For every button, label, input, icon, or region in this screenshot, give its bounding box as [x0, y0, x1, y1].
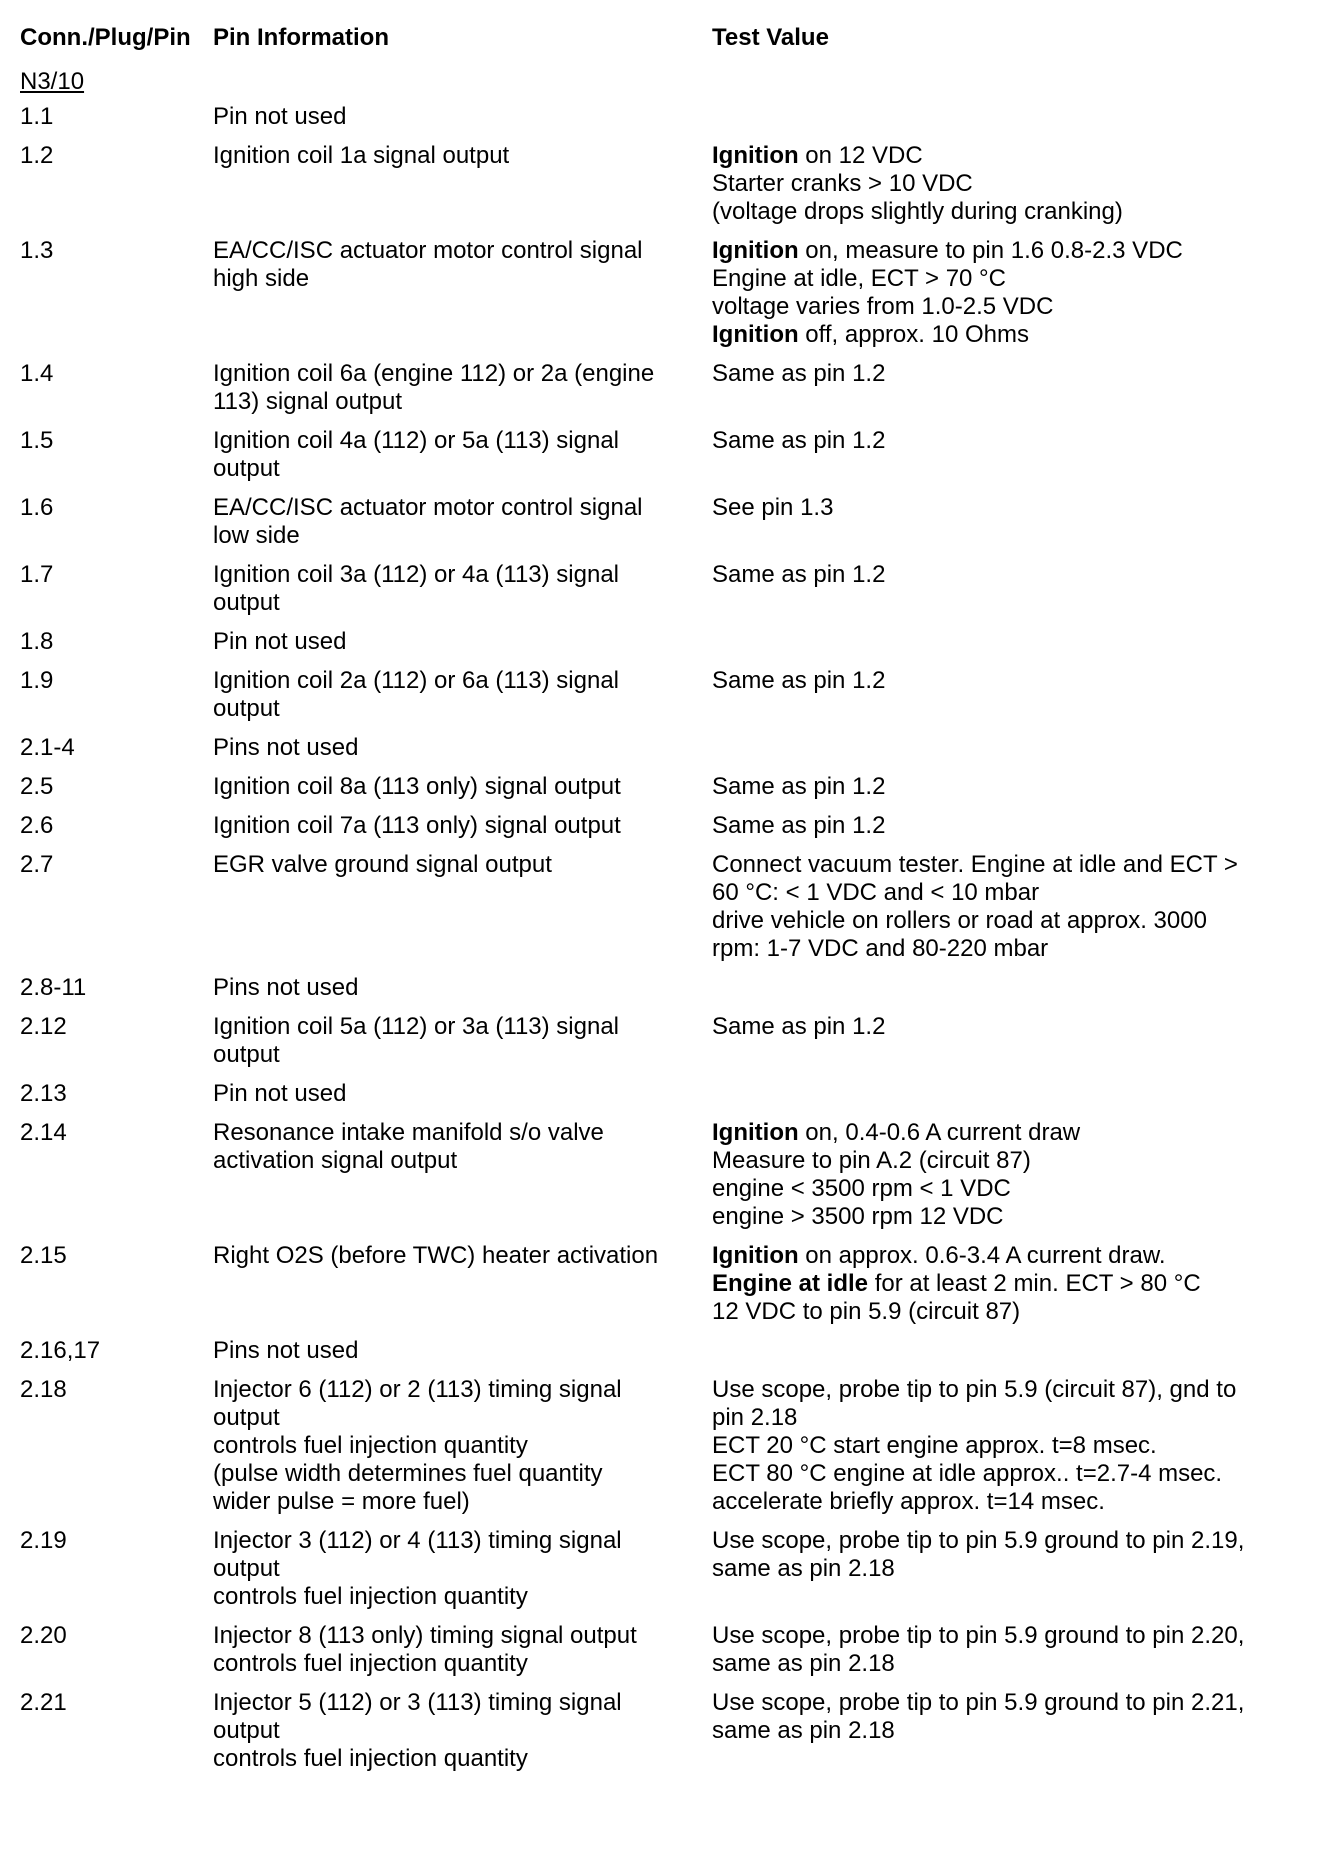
table-row: [0, 1013, 1328, 1069]
section-label: N3/10: [20, 68, 85, 95]
test-value-text: on approx. 0.6-3.4 A current draw.: [798, 1242, 1166, 1269]
pin-information: Ignition coil 8a (113 only) signal output: [213, 773, 621, 800]
test-value: [712, 812, 1312, 840]
table-row: [0, 103, 1328, 131]
test-value-text: 12 VDC to pin 5.9 (circuit 87): [712, 1298, 1021, 1325]
test-value-text: on, measure to pin 1.6 0.8-2.3 VDC: [798, 237, 1183, 264]
test-value-text: off, approx. 10 Ohms: [798, 321, 1029, 348]
test-value: [712, 360, 1312, 388]
pin-number: 1.6: [20, 494, 54, 521]
test-value-line: [712, 198, 1312, 226]
test-value: [712, 773, 1312, 801]
pin-information: Ignition coil 6a (engine 112) or 2a (engine 113) signal output: [213, 360, 655, 415]
test-value-text: Same as pin 1.2: [712, 812, 886, 839]
test-value-line: [712, 1527, 1312, 1555]
test-value-line: [712, 494, 1312, 522]
test-value-text: Starter cranks > 10 VDC: [712, 170, 973, 197]
test-value-line: [712, 1147, 1312, 1175]
test-value-text: accelerate briefly approx. t=14 msec.: [712, 1488, 1105, 1515]
test-value-line: [712, 265, 1312, 293]
test-value-line: [712, 879, 1312, 907]
test-value-line: [712, 1488, 1312, 1516]
table-row: [0, 628, 1328, 656]
test-value-line: [712, 667, 1312, 695]
test-value-emphasis: Ignition: [712, 1242, 799, 1269]
pin-information: Resonance intake manifold s/o valve activation signal output: [213, 1119, 604, 1174]
table-row: [0, 1080, 1328, 1108]
pin-information: Right O2S (before TWC) heater activation: [213, 1242, 659, 1269]
test-value: [712, 1689, 1312, 1745]
test-value: [712, 851, 1312, 963]
test-value-line: [712, 1376, 1312, 1404]
test-value-line: [712, 170, 1312, 198]
test-value-text: Same as pin 1.2: [712, 773, 886, 800]
test-value-line: [712, 1432, 1312, 1460]
test-value-text: ECT 20 °C start engine approx. t=8 msec.: [712, 1432, 1157, 1459]
test-value-line: [712, 321, 1312, 349]
pin-information: Pins not used: [213, 734, 359, 761]
test-value-text: Measure to pin A.2 (circuit 87): [712, 1147, 1031, 1174]
table-row: [0, 1119, 1328, 1231]
pin-number: 2.20: [20, 1622, 67, 1649]
table-row: [0, 360, 1328, 416]
pin-information: Ignition coil 3a (112) or 4a (113) signal output: [213, 561, 620, 616]
test-value-text: drive vehicle on rollers or road at approx. 3000: [712, 907, 1207, 934]
test-value-emphasis: Ignition: [712, 142, 799, 169]
pin-number: 2.21: [20, 1689, 67, 1716]
test-value-line: [712, 1013, 1312, 1041]
pin-information: Pin not used: [213, 628, 347, 655]
pin-information: Ignition coil 5a (112) or 3a (113) signal output: [213, 1013, 620, 1068]
table-row: [0, 1337, 1328, 1365]
test-value-line: [712, 293, 1312, 321]
test-value: [712, 1119, 1312, 1231]
test-value-text: Same as pin 1.2: [712, 561, 886, 588]
test-value-text: engine < 3500 rpm < 1 VDC: [712, 1175, 1011, 1202]
pin-number: 1.1: [20, 103, 54, 130]
test-value-text: same as pin 2.18: [712, 1717, 895, 1744]
test-value-line: [712, 1460, 1312, 1488]
test-value-text: Same as pin 1.2: [712, 360, 886, 387]
test-value-emphasis: Ignition: [712, 321, 799, 348]
test-value: [712, 1013, 1312, 1041]
pin-information: Injector 8 (113 only) timing signal output controls fuel injection quantity: [213, 1622, 637, 1677]
test-value-text: pin 2.18: [712, 1404, 798, 1431]
test-value-line: [712, 851, 1312, 879]
pin-number: 1.2: [20, 142, 54, 169]
test-value-line: [712, 1555, 1312, 1583]
test-value-line: [712, 427, 1312, 455]
test-value-emphasis: Ignition: [712, 1119, 799, 1146]
test-value-text: Use scope, probe tip to pin 5.9 ground to pin 2.19,: [712, 1527, 1245, 1554]
test-value-text: Engine at idle, ECT > 70 °C: [712, 265, 1006, 292]
test-value-line: [712, 1689, 1312, 1717]
test-value-emphasis: Engine at idle: [712, 1270, 869, 1297]
test-value-text: same as pin 2.18: [712, 1555, 895, 1582]
table-row: [0, 1527, 1328, 1611]
pin-information: Ignition coil 1a signal output: [213, 142, 510, 169]
pin-number: 2.16,17: [20, 1337, 101, 1364]
test-value-text: Same as pin 1.2: [712, 1013, 886, 1040]
pin-number: 1.9: [20, 667, 54, 694]
pin-number: 1.5: [20, 427, 54, 454]
test-value-text: ECT 80 °C engine at idle approx.. t=2.7-4 msec.: [712, 1460, 1223, 1487]
test-value-line: [712, 142, 1312, 170]
test-value: [712, 1622, 1312, 1678]
pin-number: 1.7: [20, 561, 54, 588]
test-value-text: Use scope, probe tip to pin 5.9 ground to pin 2.20,: [712, 1622, 1245, 1649]
pin-number: 2.12: [20, 1013, 67, 1040]
test-value-line: [712, 237, 1312, 265]
pin-information: Injector 5 (112) or 3 (113) timing signal output controls fuel injection quantity: [213, 1689, 622, 1772]
pin-number: 2.6: [20, 812, 54, 839]
test-value-line: [712, 1119, 1312, 1147]
pin-information: Pin not used: [213, 103, 347, 130]
pin-information: Injector 6 (112) or 2 (113) timing signal output controls fuel injection quantity (pulse width determines fuel quantity wider pulse = more fuel): [213, 1376, 622, 1515]
test-value-line: [712, 1717, 1312, 1745]
test-value-line: [712, 907, 1312, 935]
test-value: [712, 237, 1312, 349]
test-value: [712, 142, 1312, 226]
pin-information: Injector 3 (112) or 4 (113) timing signal output controls fuel injection quantity: [213, 1527, 622, 1610]
table-row: [0, 561, 1328, 617]
pin-information: Pins not used: [213, 1337, 359, 1364]
test-value-line: [712, 935, 1312, 963]
test-value-line: [712, 1622, 1312, 1650]
pin-information: EGR valve ground signal output: [213, 851, 552, 878]
table-row: [0, 237, 1328, 349]
test-value: [712, 494, 1312, 522]
test-value-line: [712, 360, 1312, 388]
test-value: [712, 561, 1312, 589]
table-row: [0, 1622, 1328, 1678]
test-value-line: [712, 812, 1312, 840]
table-row: [0, 773, 1328, 801]
header-pin-information: Pin Information: [213, 24, 389, 51]
test-value-line: [712, 1298, 1312, 1326]
header-connector: Conn./Plug/Pin: [20, 24, 191, 51]
pin-information: Pins not used: [213, 974, 359, 1001]
test-value-text: same as pin 2.18: [712, 1650, 895, 1677]
test-value: [712, 427, 1312, 455]
test-value-line: [712, 1650, 1312, 1678]
pin-number: 2.5: [20, 773, 54, 800]
table-row: [0, 667, 1328, 723]
pin-information: Ignition coil 2a (112) or 6a (113) signal output: [213, 667, 620, 722]
test-value-line: [712, 1404, 1312, 1432]
pin-number: 2.1-4: [20, 734, 75, 761]
table-row: [0, 494, 1328, 550]
test-value: [712, 1527, 1312, 1583]
table-row: [0, 142, 1328, 226]
test-value-line: [712, 1175, 1312, 1203]
pin-number: 1.8: [20, 628, 54, 655]
pin-number: 2.18: [20, 1376, 67, 1403]
test-value-text: Connect vacuum tester. Engine at idle and ECT >: [712, 851, 1238, 878]
test-value-line: [712, 561, 1312, 589]
pin-number: 1.3: [20, 237, 54, 264]
table-row: [0, 851, 1328, 963]
pin-number: 2.15: [20, 1242, 67, 1269]
test-value-text: Same as pin 1.2: [712, 667, 886, 694]
pin-information: Pin not used: [213, 1080, 347, 1107]
test-value-text: rpm: 1-7 VDC and 80-220 mbar: [712, 935, 1049, 962]
test-value-text: engine > 3500 rpm 12 VDC: [712, 1203, 1004, 1230]
test-value: [712, 667, 1312, 695]
pin-information: EA/CC/ISC actuator motor control signal low side: [213, 494, 643, 549]
test-value-line: [712, 773, 1312, 801]
pin-number: 2.14: [20, 1119, 67, 1146]
test-value-text: on, 0.4-0.6 A current draw: [798, 1119, 1081, 1146]
pin-number: 2.13: [20, 1080, 67, 1107]
table-row: [0, 812, 1328, 840]
table-row: [0, 974, 1328, 1002]
test-value-text: voltage varies from 1.0-2.5 VDC: [712, 293, 1054, 320]
pin-number: 2.19: [20, 1527, 67, 1554]
table-row: [0, 427, 1328, 483]
pin-information: EA/CC/ISC actuator motor control signal high side: [213, 237, 643, 292]
test-value-line: [712, 1270, 1312, 1298]
pin-information: Ignition coil 7a (113 only) signal output: [213, 812, 621, 839]
test-value-text: Use scope, probe tip to pin 5.9 (circuit 87), gnd to: [712, 1376, 1237, 1403]
test-value-line: [712, 1203, 1312, 1231]
pin-number: 1.4: [20, 360, 54, 387]
test-value-text: 60 °C: < 1 VDC and < 10 mbar: [712, 879, 1040, 906]
test-value-text: (voltage drops slightly during cranking): [712, 198, 1123, 225]
header-test-value: Test Value: [712, 24, 829, 51]
test-value: [712, 1376, 1312, 1516]
test-value-text: See pin 1.3: [712, 494, 834, 521]
test-value-text: Same as pin 1.2: [712, 427, 886, 454]
table-row: [0, 734, 1328, 762]
pin-number: 2.7: [20, 851, 54, 878]
test-value: [712, 1242, 1312, 1326]
pin-information: Ignition coil 4a (112) or 5a (113) signal output: [213, 427, 620, 482]
table-row: [0, 1242, 1328, 1326]
table-row: [0, 1689, 1328, 1773]
table-row: [0, 1376, 1328, 1516]
test-value-text: for at least 2 min. ECT > 80 °C: [868, 1270, 1201, 1297]
test-value-text: on 12 VDC: [798, 142, 923, 169]
pin-number: 2.8-11: [20, 974, 87, 1001]
test-value-emphasis: Ignition: [712, 237, 799, 264]
test-value-text: Use scope, probe tip to pin 5.9 ground to pin 2.21,: [712, 1689, 1245, 1716]
test-value-line: [712, 1242, 1312, 1270]
